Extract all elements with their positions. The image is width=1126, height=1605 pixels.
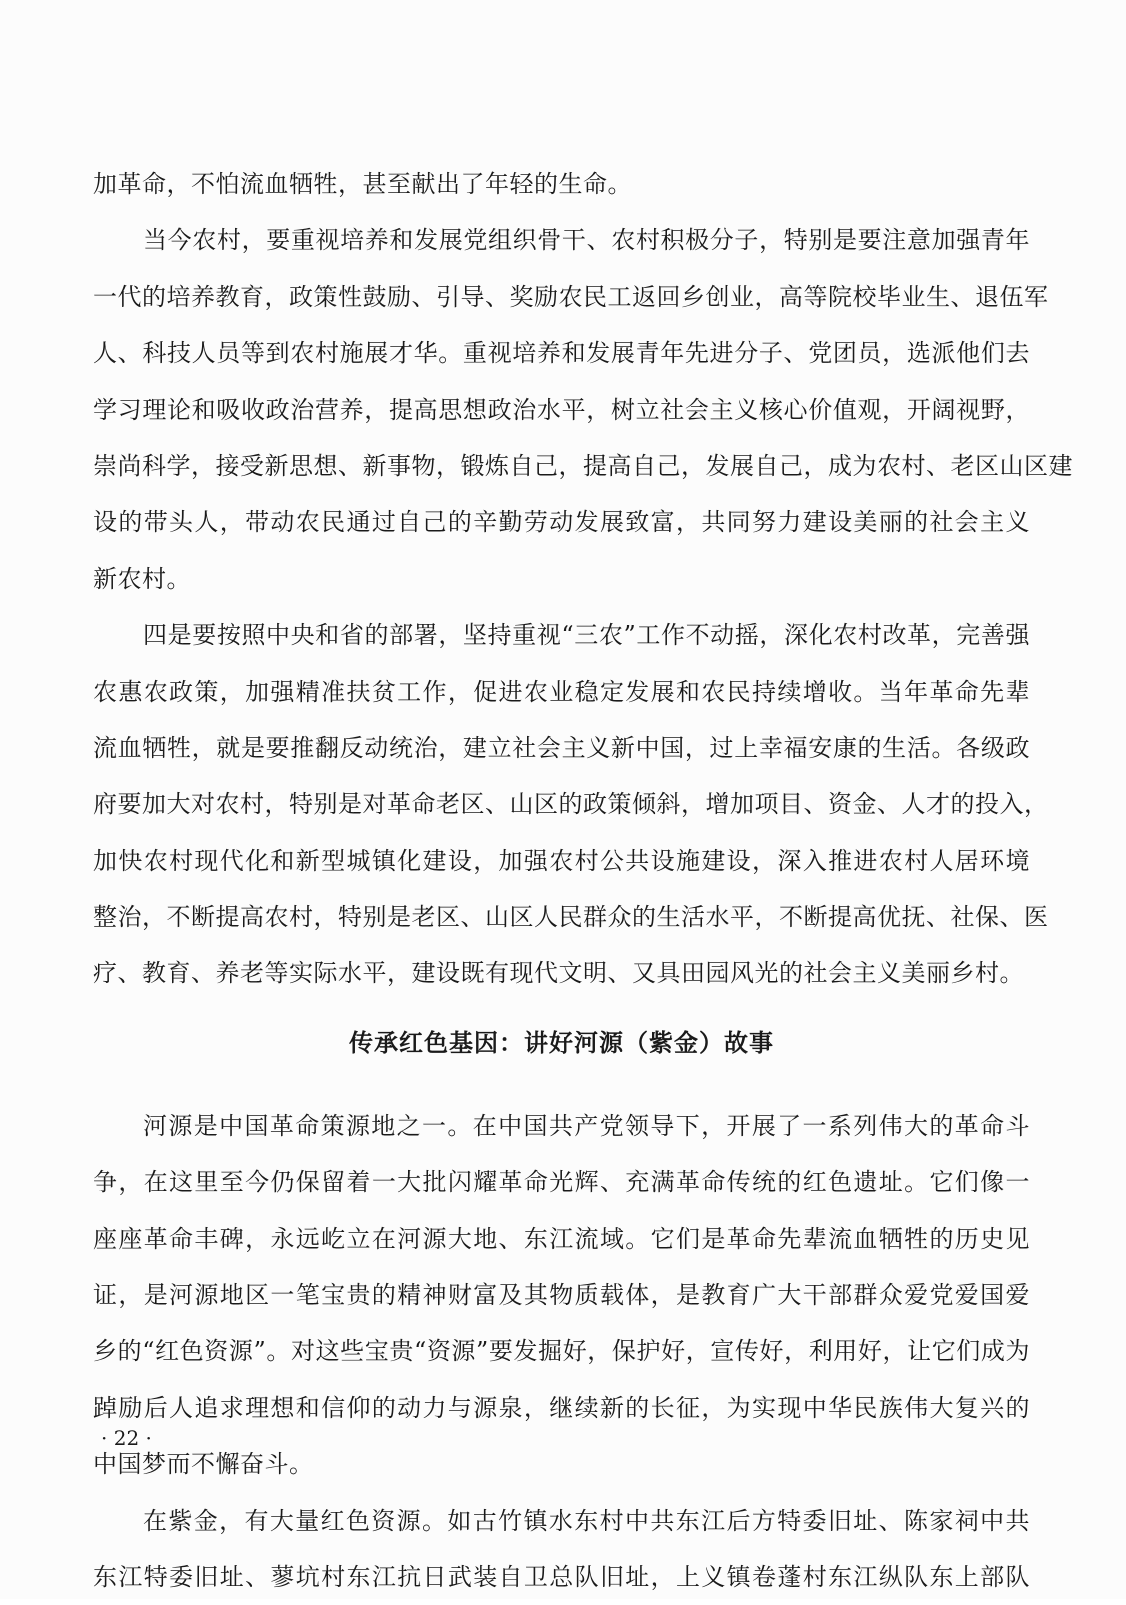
paragraph-line: 加革命，不怕流血牺牲，甚至献出了年轻的生命。 <box>93 170 632 198</box>
paragraph-line: 农惠农政策，加强精准扶贫工作，促进农业稳定发展和农民持续增收。当年革命先辈 <box>93 677 1030 706</box>
paragraph-line: 流血牺牲，就是要推翻反动统治，建立社会主义新中国，过上幸福安康的生活。各级政 <box>93 733 1030 762</box>
paragraph-line: 人、科技人员等到农村施展才华。重视培养和发展青年先进分子、党团员，选派他们去 <box>93 339 1030 368</box>
paragraph-line: 中国梦而不懈奋斗。 <box>93 1450 314 1479</box>
page-number: · 22 · <box>101 1426 152 1450</box>
paragraph-line: 设的带头人，带动农民通过自己的辛勤劳动发展致富，共同努力建设美丽的社会主义 <box>93 508 1030 537</box>
paragraph-line: 在紫金，有大量红色资源。如古竹镇水东村中共东江后方特委旧址、陈家祠中共 <box>143 1506 1030 1535</box>
paragraph-line: 一代的培养教育，政策性鼓励、引导、奖励农民工返回乡创业，高等院校毕业生、退伍军 <box>93 282 1049 311</box>
page-content <box>93 156 1073 1605</box>
paragraph-line: 河源是中国革命策源地之一。在中国共产党领导下，开展了一系列伟大的革命斗 <box>143 1111 1030 1140</box>
paragraph-line: 东江特委旧址、蓼坑村东江抗日武装自卫总队旧址，上义镇卷蓬村东江纵队东上部队 <box>93 1562 1030 1591</box>
paragraph-line: 当今农村，要重视培养和发展党组织骨干、农村积极分子，特别是要注意加强青年 <box>143 226 1030 255</box>
paragraph-line: 崇尚科学，接受新思想、新事物，锻炼自己，提高自己，发展自己，成为农村、老区山区建 <box>93 451 1073 480</box>
paragraph-line: 府要加大对农村，特别是对革命老区、山区的政策倾斜，增加项目、资金、人才的投入， <box>93 790 1049 819</box>
paragraph-line: 踔励后人追求理想和信仰的动力与源泉，继续新的长征，为实现中华民族伟大复兴的 <box>93 1393 1030 1422</box>
paragraph-line: 证，是河源地区一笔宝贵的精神财富及其物质载体，是教育广大干部群众爱党爱国爱 <box>93 1281 1030 1310</box>
paragraph-line: 加快农村现代化和新型城镇化建设，加强农村公共设施建设，深入推进农村人居环境 <box>93 846 1030 875</box>
paragraph-line: 新农村。 <box>93 564 191 593</box>
paragraph-line: 争，在这里至今仍保留着一大批闪耀革命光辉、充满革命传统的红色遗址。它们像一 <box>93 1168 1030 1197</box>
section-heading: 传承红色基因：讲好河源（紫金）故事 <box>349 1028 774 1057</box>
paragraph-line: 疗、教育、养老等实际水平，建设既有现代文明、又具田园风光的社会主义美丽乡村。 <box>93 959 1024 988</box>
paragraph-line: 整治，不断提高农村，特别是老区、山区人民群众的生活水平，不断提高优抚、社保、医 <box>93 903 1049 932</box>
heading-spacer <box>93 1084 1030 1098</box>
paragraph-line: 四是要按照中央和省的部署，坚持重视“三农”工作不动摇，深化农村改革，完善强 <box>143 621 1030 650</box>
paragraph-line: 乡的“红色资源”。对这些宝贵“资源”要发掘好，保护好，宣传好，利用好，让它们成为 <box>93 1337 1030 1366</box>
paragraph-line: 座座革命丰碑，永远屹立在河源大地、东江流域。它们是革命先辈流血牺牲的历史见 <box>93 1224 1030 1253</box>
paragraph-line: 学习理论和吸收政治营养，提高思想政治水平，树立社会主义核心价值观，开阔视野， <box>93 395 1030 424</box>
